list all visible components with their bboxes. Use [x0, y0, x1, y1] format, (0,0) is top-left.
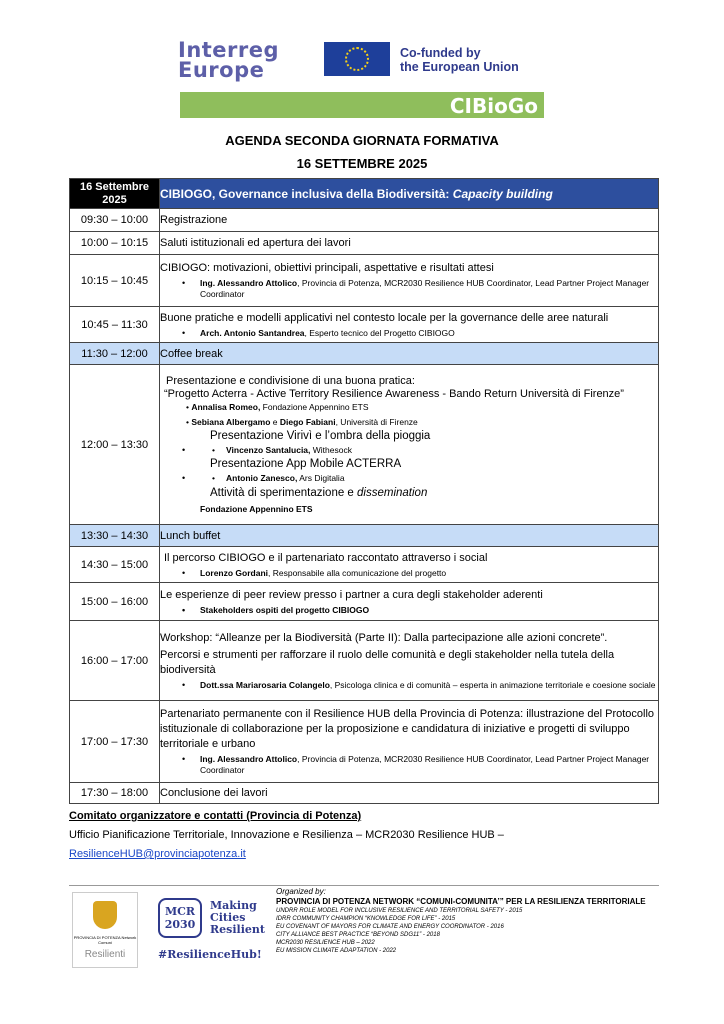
header-date: 16 Settembre 2025	[70, 179, 160, 209]
agenda-table	[69, 178, 659, 804]
table-row: 17:30 – 18:00 Conclusione dei lavori	[70, 783, 659, 804]
table-row: 17:00 – 17:30 Partenariato permanente con il Resilience HUB della Provincia di Potenza: illustrazione del Protocollo istituzionale di collaborazione per la proposizione e candidatura di iniziative e progetti di sviluppo territoriale e urbano • Ing. Alessandro Attolico, Provincia di Potenza, MCR2030 Resilience HUB Coordinator, Lead Partner Project Manager Coordinator	[70, 701, 659, 783]
table-row: 10:45 – 11:30 Buone pratiche e modelli applicativi nel contesto locale per la governance delle aree naturali • Arch. Antonio Santandrea, Esperto tecnico del Progetto CIBIOGO	[70, 307, 659, 343]
crest-icon	[93, 901, 117, 929]
speaker: • Dott.ssa Mariarosaria Colangelo, Psicologa clinica e di comunità – esperta in animazione territoriale e coesione sociale	[160, 680, 658, 691]
mcr2030-logo: MCR 2030	[158, 898, 202, 938]
hashtag: #ResilienceHub!	[158, 948, 262, 961]
cofunded-text: Co-funded by the European Union	[400, 46, 519, 74]
organizer-label: Comitato organizzatore e contatti (Provincia di Potenza)	[69, 810, 362, 822]
mcr-text: Making Cities Resilient	[210, 899, 265, 936]
speaker: • Arch. Antonio Santandrea, Esperto tecnico del Progetto CIBIOGO	[160, 328, 658, 339]
project-banner: CIBioGo	[180, 92, 544, 118]
eu-flag-icon	[324, 42, 390, 76]
table-row: 11:30 – 12:00 Coffee break	[70, 343, 659, 365]
table-row: 10:15 – 10:45 CIBIOGO: motivazioni, obiettivi principali, aspettative e risultati attesi • Ing. Alessandro Attolico, Provincia di Potenza, MCR2030 Resilience HUB Coordinator, Lead Partner Project Manager Coordinator	[70, 255, 659, 307]
table-header	[70, 179, 659, 209]
table-row: 09:30 – 10:00 Registrazione	[70, 209, 659, 232]
speaker: • Ing. Alessandro Attolico, Provincia di Potenza, MCR2030 Resilience HUB Coordinator, Lead Partner Project Manager Coordinator	[160, 754, 658, 776]
office-text: Ufficio Pianificazione Territoriale, Innovazione e Resilienza – MCR2030 Resilience HUB –	[69, 829, 504, 841]
speaker: • Ing. Alessandro Attolico, Provincia di Potenza, MCR2030 Resilience HUB Coordinator, Lead Partner Project Manager Coordinator	[160, 278, 658, 300]
provincia-logo: PROVINCIA DI POTENZA Network Comuni Resilienti	[72, 892, 138, 968]
divider	[69, 885, 659, 886]
organizer-block: Organized by: PROVINCIA DI POTENZA NETWORK “COMUNI-COMUNITA’” PER LA RESILIENZA TERRITORIALE UNDRR ROLE MODEL FOR INCLUSIVE RESILIENCE AND TERRITORIAL SAFETY - 2015 IDRR COMMUNITY CHAMPION “KNOWLEDGE FOR LIFE” - 2015 EU COVENANT OF MAYORS FOR CLIMATE AND ENERGY COORDINATOR - 2016 CITY ALLIANCE BEST PRACTICE “BEYOND SDG11” - 2018 MCR2030 RESILIENCE HUB – 2022 EU MISSION CLIMATE ADAPTATION - 2022	[276, 887, 646, 954]
table-row: 16:00 – 17:00 Workshop: “Alleanze per la Biodiversità (Parte II): Dalla partecipazione alle azioni concrete”. Percorsi e strumenti per rafforzare il ruolo delle comunità e degli stakeholder nella tutela della biodiversità • Dott.ssa Mariarosaria Colangelo, Psicologa clinica e di comunità – esperta in animazione territoriale e coesione sociale	[70, 621, 659, 701]
header-title: CIBIOGO, Governance inclusiva della Biodiversità: Capacity building	[160, 179, 659, 209]
table-row: 10:00 – 10:15 Saluti istituzionali ed apertura dei lavori	[70, 232, 659, 255]
table-row: 12:00 – 13:30 Presentazione e condivisione di una buona pratica: “Progetto Acterra - Active Territory Resilience Awareness - Bando Return Università di Firenze” • Annalisa Romeo, Fondazione Appennino ETS • Sebiana Albergamo e Diego Fabiani, Università di Firenze Presentazione Virivì e l’ombra della pioggia • • Vincenzo Santalucia, Withesock Presentazione App Mobile ACTERRA • • Antonio Zanesco, Ars Digitalia Attività di sperimentazione e dissemination Fondazione Appennino ETS	[70, 365, 659, 525]
table-row: 13:30 – 14:30 Lunch buffet	[70, 525, 659, 547]
header-logos	[178, 40, 548, 82]
table-row: 15:00 – 16:00 Le esperienze di peer review presso i partner a cura degli stakeholder aderenti • Stakeholders ospiti del progetto CIBIOGO	[70, 583, 659, 621]
speaker: • Stakeholders ospiti del progetto CIBIOGO	[160, 605, 658, 616]
interreg-logo: Interreg Europe	[178, 38, 280, 82]
table-row: 14:30 – 15:00 Il percorso CIBIOGO e il partenariato raccontato attraverso i social • Lorenzo Gordani, Responsabile alla comunicazione del progetto	[70, 547, 659, 583]
page-title: AGENDA SECONDA GIORNATA FORMATIVA	[225, 133, 499, 148]
speaker: • Lorenzo Gordani, Responsabile alla comunicazione del progetto	[160, 568, 658, 579]
contact-email-link[interactable]: ResilienceHUB@provinciapotenza.it	[69, 848, 246, 860]
page-date: 16 SETTEMBRE 2025	[296, 156, 428, 171]
